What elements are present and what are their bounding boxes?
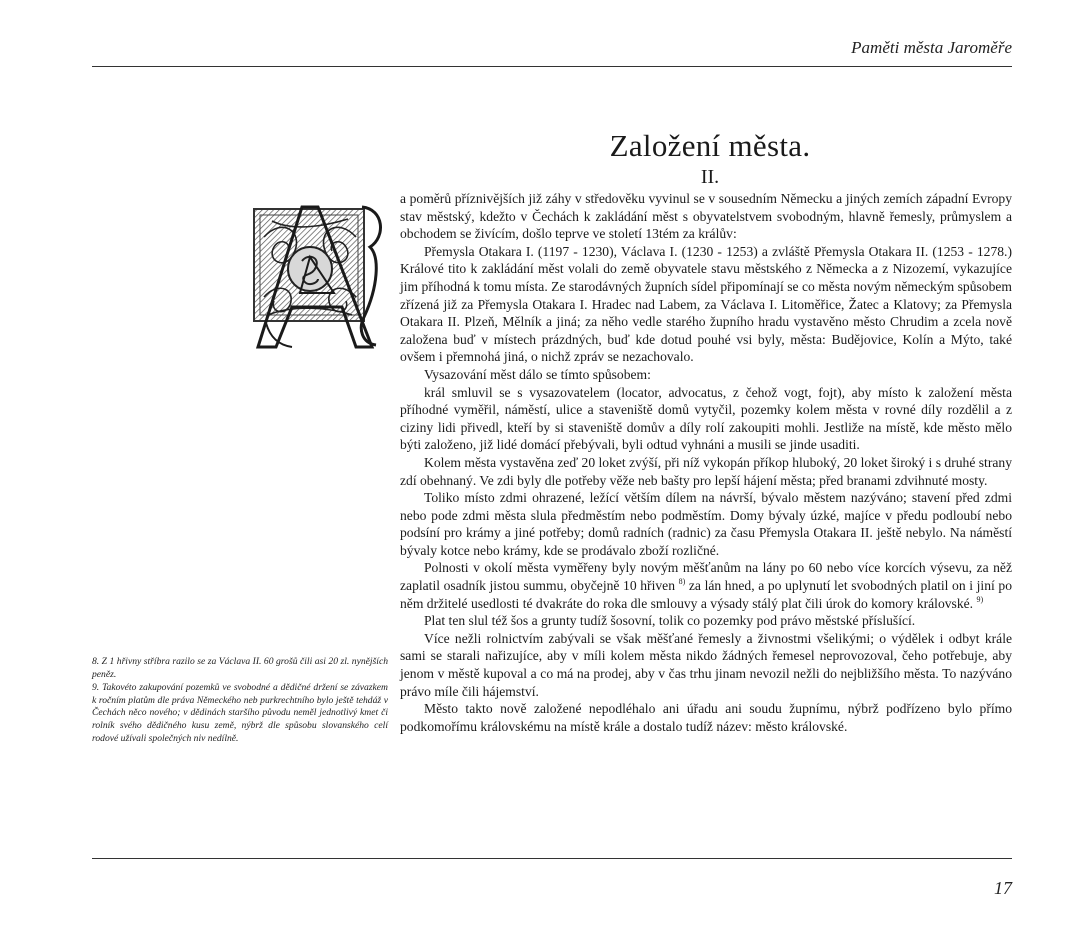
footnote-reference[interactable]: 9) [976,594,984,604]
paragraph: Kolem města vystavěna zeď 20 loket zvýší, při níž vykopán příkop hluboký, 20 loket široký i s druhé strany zdí obehnaný. Ve zdi byly dle potřeby věže neb bašty pro lepší hájení města; před branami zdvihnuté mosty. [400,454,1012,488]
paragraph: Město takto nově založené nepodléhalo ani úřadu ani soudu župnímu, nýbrž podřízeno bylo přímo podkomořímu královskému na místě krále a dostalo tudíž název: město královské. [400,701,1012,734]
paragraph-text: Polnosti v okolí města vyměřeny byly novým měšťanům na lány po 60 nebo více korcích výsevu, za něž zaplatil osadník jistou summu, obyčejně 10 hřiven [400,560,1012,594]
paragraph-with-footnotes [400,559,1012,612]
page-number: 17 [994,878,1012,898]
paragraph: Plat ten slul též šos a grunty tudíž šosovní, tolik co pozemky pod právo městské příslušící. [424,613,916,629]
footer-rule [92,858,1012,859]
footnote-reference[interactable]: 8) [678,577,686,587]
footnotes [92,656,388,746]
paragraph: král smluvil se s vysazovatelem (locator, advocatus, z čehož vogt, fojt), aby místo k založení města příhodné vyměřil, náměstí, ulice a staveniště domů vytyčil, pozemky kolem města v rovné díly rozdělil a z ciziny lidi přivedl, kteří by si staveniště domův a díly rolí zakoupiti mohli. Jestliže na místě, kde město mělo býti založeno, již lidé domácí přebývali, byli odtud vyhnáni a musili se jinde usaditi. [400,384,1012,453]
paragraph: Více nežli rolnictvím zabývali se však měšťané řemesly a živnostmi všelikými; o výdělek i odbyt krále sami se starali nařizujíce, aby v míli kolem města nikdo žádných řemesel neprovozoval, čeho potřebuje, aby jenom v městě kupoval a co má na prodej, aby v čas trhu jinam nevozil nežli do nejbližšího města. To nazýváno právo míle čili hájemství. [400,630,1012,699]
paragraph-text: za lán hned, a po uplynutí let svobodných platil on i jiní po něm držitelé usedlosti té dvakráte do roka dle smlouvy a výsady stálý plat čili úrok do komory královské. [400,578,1012,611]
header-rule [92,66,1012,67]
paragraph: a poměrů příznivějších již záhy v středověku vyvinul se v sousedním Německu a jiných zemích západní Evropy stav městský, kdežto v Čechách k zakládání měst s obyvatelstvem svobodným, hlavně řemesly, průmyslem a obchodem se živícím, došlo teprve ve století 13tém za králův: [400,191,1012,242]
paragraph: Vysazování měst dálo se tímto spůsobem: [424,366,651,382]
footnote: 9. Takovéto zakupování pozemků ve svobodné a dědičné držení se závazkem k ročním platům dle práva Německého neb purkrechtního bylo ještě tehdáž v Čechách něco nového; v dědinách staršího původu neměl jednotlivý kmet či rolník svého dědičného kusu země, nýbrž dle spůsobu slovanského celí rodové užívali společných niv nedílně. [92,682,388,744]
footnote: 8. Z 1 hřivny stříbra razilo se za Václava II. 60 grošů čili asi 20 zl. nynějších peněz. [92,656,388,680]
chapter-number: II. [700,166,720,188]
decorated-initial-letter-a-icon [252,197,390,355]
page-title: Založení města. [609,128,811,163]
article-body [400,190,1012,735]
paragraph: Toliko místo zdmi ohrazené, ležící větším dílem na návrší, bývalo městem nazýváno; stavení před zdmi nebo pode zdmi města slula předměstím nebo podměstím. Domy bývaly úzké, majíce v předu podloubí nebo podsíní pro krámy a jiné potřeby; domů radních (radnic) za času Přemysla Otakara II. ještě nebylo. Na náměstí bývaly kotce nebo krámy, kde se prodávalo zboží rozličné. [400,490,1012,558]
running-header: Paměti města Jaroměře [851,38,1012,57]
paragraph: Přemysla Otakara I. (1197 - 1230), Václava I. (1230 - 1253) a zvláště Přemysla Otakara II. (1253 - 1278.) Králové tito k zakládání měst volali do země obyvatele stavu městského z Německa a z Nizozemí, vykazujíce jim příhodná k tomu místa. Ze starodávných župních sídel připomínají se co města novým německým spůsobem zřízená již za Přemysla Otakara I. Hradec nad Labem, za Václava I. Litoměřice, Žatec a Klatovy; za Přemysla Otakara II. Plzeň, Mělník a jiná; za něho vedle starého župního hradu vystavěno město Chrudim a zcela nově založena buď v místech prázdných, buď kde dotud pouhé vsi byly, města: Budějovice, Kolín a Mýto, také ovšem i přemnohá jiná, o nichž zpráv se nezachovalo. [400,243,1012,365]
